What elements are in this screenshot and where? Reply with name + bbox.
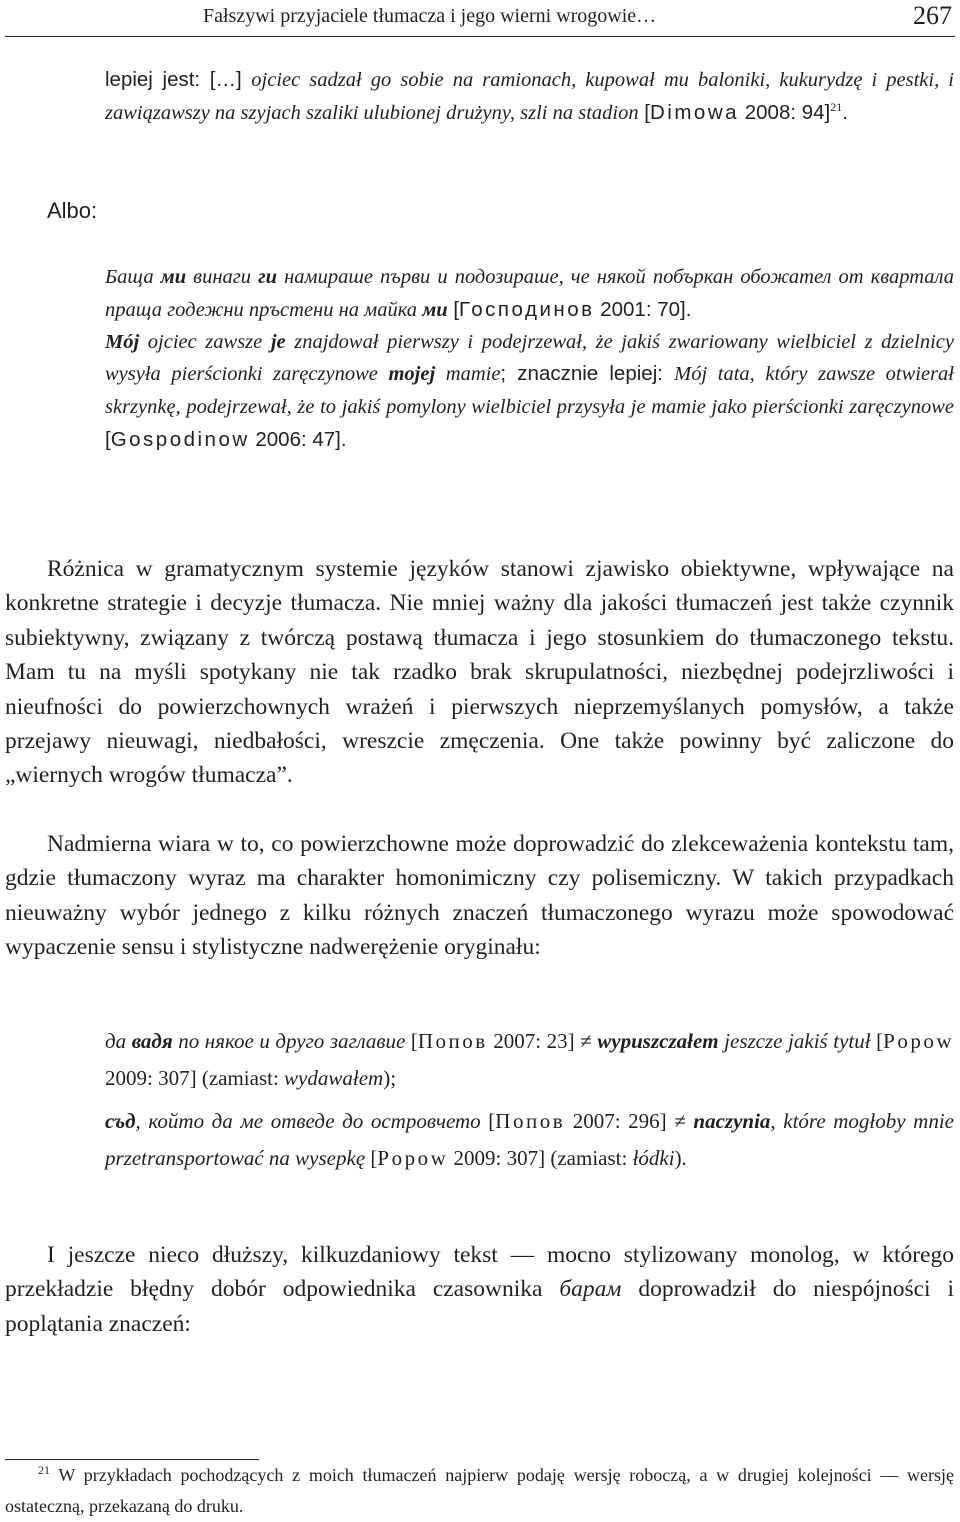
footnote-reference: 21 [830, 99, 843, 114]
body-paragraph-3: I jeszcze nieco dłuższy, kilkuzdaniowy tekst — mocno stylizowany monolog, w którego przekładzie błędny dobór odpowiednika czasownika барам doprowadził do niespójności i poplątania znaczeń: [5, 1242, 955, 1337]
citation-author: Gospodinow [110, 427, 250, 451]
running-head [0, 0, 960, 40]
citation-author: Popow [883, 1029, 955, 1053]
body-paragraph-1: Różnica w gramatycznym systemie języków stanowi zjawisko obiektywne, wpływające na konkretne strategie i decyzje tłumacza. Nie mniej ważny dla jakości tłumaczeń jest także czynnik subiektywny, związany z twórczą postawą tłumacza i jego stosunkiem do tłumaczonego tekstu. Mam tu na myśli spotykany nie tak rzadko brak skrupulatności, niezbędnej podejrzliwości i nieufności do powierzchownych wrażeń i pierwszych nieprzemyślanych pomysłów, a także przejawy nieuwagi, niedbałości, wreszcie zmęczenia. One także powinny być zaliczone do „wiernych wrogów tłumacza”. [5, 556, 954, 789]
quote-block-1: lepiej jest: […] ojciec sadzał go sobie na ramionach, kupował mu baloniki, kukurydzę i pestki, i zawiązawszy na szyjach szaliki ulubionej drużyny, szli na stadion [Dimowa 2008: 94]$^{21}$. [105, 68, 954, 124]
citation-author: Dimowa [650, 100, 740, 124]
citation-author: Попов [417, 1029, 488, 1053]
example-2: съд, който да ме отведе до островчето [Попов 2007: 296] ≠ naczynia, które mogłoby mnie przetransportować na wysepkę [Popow 2009: 307] (zamiast: łódki). [105, 1109, 954, 1170]
citation-author: Popow [377, 1146, 449, 1170]
body-paragraph-2: Nadmierna wiara w to, co powierzchowne może doprowadzić do zlekceważenia kontekstu tam, gdzie tłumaczony wyraz ma charakter homonimiczny czy polisemiczny. W takich przypadkach nieuważny wybór jednego z kilku różnych znaczeń tłumaczonego wyrazu może spowodować wypaczenie sensu i stylistyczne nadwerężenie oryginału: [5, 831, 954, 961]
quote-block-2: Баща ми винаги ги намираше първи и подозираше, че някой побъркан обожател от квартала праща годежни пръстени на майка ми [Господинов 2001: 70]. Mój ojciec zawsze je znajdował pierwszy i podejrzewał, że jakiś zwariowany wielbiciel z dzielnicy wysyła pierścionki zaręczynowe mojej mamie; znacznie lepiej: Mój tata, który zawsze otwierał skrzynkę, podejrzewał, że to jakiś pomylony wielbiciel przysyła je mamie jako pierścionki zaręczynowe [Gospodinow 2006: 47]. [105, 266, 955, 451]
albo-label: Albo: [47, 198, 98, 223]
example-1: да вадя по някое и друго заглавие [Попов 2007: 23] ≠ wypuszczałem jeszcze jakiś tytuł [Popow 2009: 307] (zamiast: wydawałem); [105, 1029, 955, 1090]
footnote-number: 21 [38, 1463, 50, 1477]
running-head-title: Fałszywi przyjaciele tłumacza i jego wierni wrogowie… [203, 5, 657, 27]
header-rule [5, 36, 955, 37]
citation-author: Господинов [459, 297, 595, 321]
page-number: 267 [913, 1, 952, 30]
footnote: $^{21}$ W przykładach pochodzących z moich tłumaczeń najpierw podaję wersję roboczą, a w drugiej kolejności — wersję ostateczną, przekazaną do druku. [5, 1463, 954, 1516]
citation-author: Попов [495, 1109, 566, 1133]
